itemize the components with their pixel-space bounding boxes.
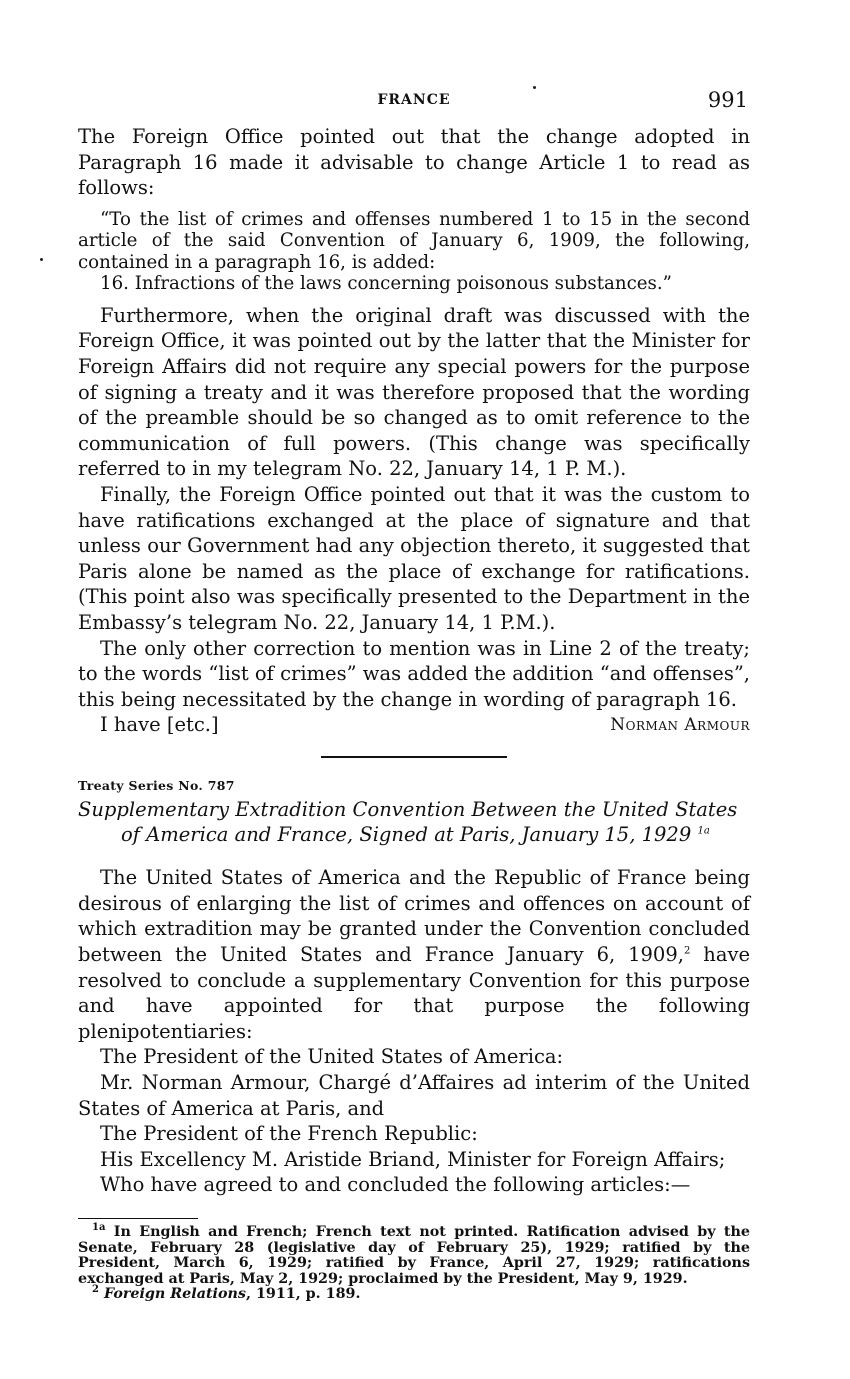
preamble-paragraph <box>78 865 750 1044</box>
intro-paragraph: The Foreign Office pointed out that the change adopted in Paragraph 16 made it advisable to change Article 1 to read as follows: <box>78 125 750 200</box>
page-number: 991 <box>707 88 748 112</box>
preamble-part-a: The United States of America and the Republic of France being desirous of enlarging the list of crimes and offences on account of which extradition may be granted under the Convention concluded between the United States and France January 6, 1909, <box>78 866 750 967</box>
plenipotentiary-line: Who have agreed to and concluded the following articles:— <box>100 1173 691 1197</box>
document-page <box>78 88 750 1303</box>
treaty-title-line2: of America and France, Signed at Paris, January 15, 1929 <box>121 823 692 847</box>
plenipotentiary-line: The President of the United States of America: <box>100 1045 564 1069</box>
page-header <box>78 88 750 124</box>
quote-item: 16. Infractions of the laws concerning poisonous substances.” <box>100 273 672 295</box>
footnote-2-title: Foreign Relations <box>103 1286 246 1302</box>
running-head: FRANCE <box>377 92 451 108</box>
footnote-1 <box>78 1222 751 1287</box>
footnote-2 <box>78 1284 750 1303</box>
preamble-footnote-ref: 2 <box>683 945 691 957</box>
treaty-title-line1: Supplementary Extradition Convention Between the United States <box>78 798 738 822</box>
footnote-1-mark: 1a <box>92 1222 106 1234</box>
footnote-2-text: , 1911, p. 189. <box>245 1286 361 1302</box>
treaty-series: Treaty Series No. 787 <box>78 778 235 794</box>
treaty-title <box>78 797 750 847</box>
signer-name: Norman Armour <box>610 715 750 736</box>
closing-text: I have [etc.] <box>100 713 219 737</box>
body-paragraph: Furthermore, when the original draft was discussed with the Foreign Office, it was pointed out by the latter that the Minister for Foreign Affairs did not require any special powers for the purpose of signing a treaty and it was therefore proposed that the wording of the preamble should be so changed as to omit reference to the communication of full powers. (This change was specifically referred to in my telegram No. 22, January 14, 1 P. M.). <box>78 303 750 481</box>
plenipotentiary-line: Mr. Norman Armour, Chargé d’Affaires ad interim of the United States of America at Paris, and <box>78 1071 750 1120</box>
speck-mark <box>40 258 43 261</box>
closing-line <box>78 712 750 738</box>
footnote-divider <box>78 1218 198 1219</box>
quote-text: “To the list of crimes and offenses numbered 1 to 15 in the second article of the said Convention of January 6, 1909, the following, contained in a paragraph 16, is added: <box>78 208 750 273</box>
footnote-1-text: In English and French; French text not printed. Ratification advised by the Senate, February 28 (legislative day of February 25), 1929; ratified by the President, March 6, 1929; ratified by France, April 27, 1929; ratifications exchanged at Paris, May 2, 1929; proclaimed by the President, May 9, 1929. <box>78 1224 751 1287</box>
plenipotentiary-line: The President of the French Republic: <box>100 1122 478 1146</box>
plenipotentiary-line: His Excellency M. Aristide Briand, Minister for Foreign Affairs; <box>100 1147 726 1171</box>
preamble-part-b: have resolved to conclude a supplementary Convention for this purpose and have appointed for that purpose the following plenipotentiaries: <box>78 943 750 1043</box>
body-paragraph: The only other correction to mention was in Line 2 of the treaty; to the words “list of crimes” was added the addition “and offenses”, this being necessitated by the change in wording of paragraph 16. <box>78 636 750 711</box>
section-divider <box>321 756 507 758</box>
body-paragraph: Finally, the Foreign Office pointed out that it was the custom to have ratifications exchanged at the place of signature and that unless our Government had any objection thereto, it suggested that Paris alone be named as the place of exchange for ratifications. (This point also was specifically presented to the Department in the Embassy’s telegram No. 22, January 14, 1 P.M.). <box>78 482 750 634</box>
article-quote <box>78 209 750 295</box>
title-footnote-ref: 1a <box>697 825 710 837</box>
footnote-2-mark: 2 <box>92 1284 99 1296</box>
